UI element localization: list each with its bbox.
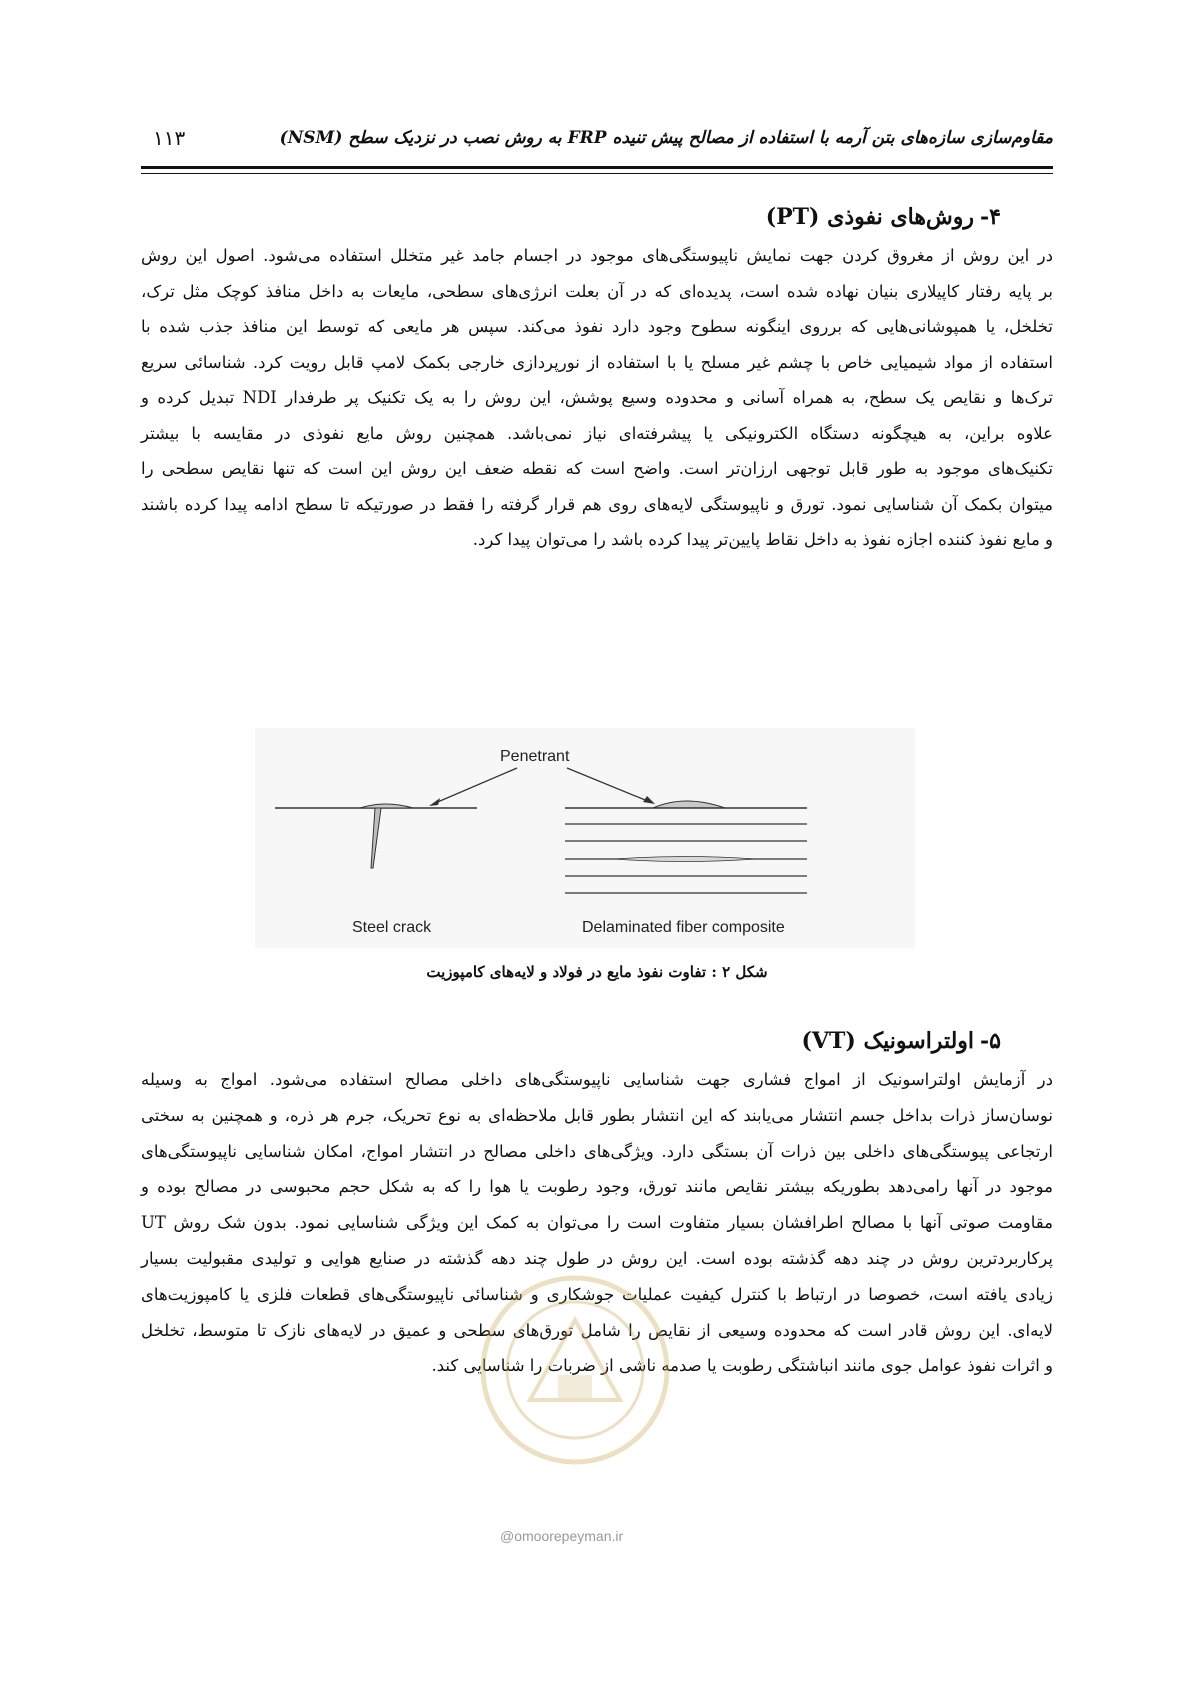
section-4-title: روش‌های نفوذی (PT) xyxy=(765,204,975,230)
paragraph-line: زیادی یافته است، خصوصا در ارتباط با کنترل کیفیت عملیات جوشکاری و شناسائی ناپیوستگی‌های قطعات فلزی یا کامپوزیت‌های xyxy=(141,1284,1053,1304)
watermark-url: @omoorepeyman.ir xyxy=(500,1528,624,1544)
paragraph-line: تکنیک‌های موجود به طور قابل توجهی ارزان‌تر است. واضح است که نقطه ضعف این روش این است که تنها نقایص سطحی را xyxy=(141,459,1053,478)
paragraph-line: تخلخل، یا همپوشانی‌هایی که برروی اینگونه سطوح وجود دارد نفوذ می‌کند. سپس هر مایعی که توسط این منافذ جذب شده با xyxy=(141,317,1053,336)
section-5-number: ۵- xyxy=(980,1028,1001,1054)
section-4-number: ۴- xyxy=(980,204,1001,230)
paragraph-line: موجود در آنها رامی‌دهد بطوریکه بیشتر نقایص مانند تورق، وجود رطوبت یا هوا را که به شکل حجم محبوسی در مصالح بوده و xyxy=(141,1177,1053,1197)
header-rule-thick xyxy=(141,166,1053,169)
paragraph-line: ترک‌ها و نقایص یک سطح، به همراه آسانی و محدوده وسیع پوشش، این روش را به یک تکنیک پر طرفدار NDI تبدیل کرده و xyxy=(141,388,1053,407)
figure-penetrant-diagram xyxy=(255,728,915,948)
section-5-heading xyxy=(802,1028,1002,1054)
section-5-title: اولتراسونیک (VT) xyxy=(801,1028,975,1054)
paragraph-line: ارتجاعی پیوستگی‌های داخلی بین ذرات آن بستگی دارد. ویژگی‌های داخلی مصالح در انتشار امواج، امکان شناسایی ناپیوستگی‌های xyxy=(141,1141,1053,1161)
figure-background xyxy=(255,728,915,948)
paragraph-line: مقاومت صوتی آنها با مصالح اطرافشان بسیار متفاوت است را می‌توان به کمک این ویژگی شناسایی نمود. بدون شک روش UT xyxy=(141,1213,1053,1233)
paragraph-line: در آزمایش اولتراسونیک از امواج فشاری جهت شناسایی ناپیوستگی‌های داخلی مصالح استفاده می‌شود. امواج به وسیله xyxy=(141,1070,1053,1089)
watermark-ring xyxy=(483,1278,667,1462)
section-4-heading xyxy=(766,204,1001,230)
paragraph-line: علاوه براین، به هیچگونه دستگاه الکترونیکی یا پیشرفته‌ای نیاز نمی‌باشد. همچنین روش مایع نفوذی در مقایسه با بیشتر xyxy=(141,423,1053,443)
paragraph-line: و اثرات نفوذ عوامل جوی مانند انباشتگی رطوبت یا صدمه ناشی از ضربات را شناسایی کند. xyxy=(431,1356,1053,1376)
penetrant-diagram xyxy=(255,728,915,948)
paragraph-line: لایه‌ای. این روش قادر است که محدوده وسیعی از نقایص را شامل تورق‌های سطحی و عمیق در لایه‌های نازک تا متوسط، تخلخل xyxy=(141,1320,1053,1340)
header-rule-thin xyxy=(141,173,1053,174)
paragraph-line: استفاده از مواد شیمیایی خاص با چشم غیر مسلح یا با استفاده از نورپردازی خارجی بکمک لامپ قابل رویت کرد. شناسائی سریع xyxy=(141,352,1053,372)
paragraph-line: نوسان‌ساز ذرات بداخل جسم انتشار می‌یابند که این انتشار بطور قابل ملاحظه‌ای به نوع تحریک، جرم هر ذره، و همچنین به سختی xyxy=(141,1105,1053,1125)
paragraph-line: در این روش از مغروق کردن جهت نمایش ناپیوستگی‌های موجود در اجسام جامد غیر متخلل استفاده می‌شود. اصول این روش xyxy=(141,246,1053,265)
page-number: ۱۱۳ xyxy=(153,126,186,150)
running-header xyxy=(141,128,1053,158)
section-4-paragraph xyxy=(141,238,1053,558)
label-delaminated-composite: Delaminated fiber composite xyxy=(582,919,785,936)
watermark-emblem-base xyxy=(558,1375,592,1400)
watermark-logo xyxy=(470,1250,680,1500)
label-steel-crack: Steel crack xyxy=(352,919,432,936)
figure-caption: شکل ۲ : تفاوت نفوذ مایع در فولاد و لایه‌های کامپوزیت xyxy=(426,963,768,981)
paragraph-line: پرکاربردترین روش در چند دهه گذشته بوده است. این روش در طول چند دهه گذشته در صنایع هوایی و تولیدی مقبولیت بسیار xyxy=(141,1248,1053,1268)
paragraph-line: و مایع نفوذ کننده اجازه نفوذ به داخل نقاط پایین‌تر پیدا کرده باشد را می‌توان پیدا کرد. xyxy=(472,530,1053,549)
paragraph-line: بر پایه رفتار کاپیلاری بنیان نهاده شده است، پدیده‌ای که در آن بعلت انرژی‌های سطحی، مایعات به داخل منافذ کوچک مثل ترک، xyxy=(141,281,1053,301)
label-penetrant: Penetrant xyxy=(500,748,570,765)
header-title: مقاوم‌سازی سازه‌های بتن آرمه با استفاده از مصالح پیش تنیده FRP به روش نصب در نزدیک سطح (NSM) xyxy=(279,128,1053,148)
paragraph-line: میتوان بکمک آن شناسایی نمود. تورق و ناپیوستگی لایه‌های روی هم قرار گرفته را فقط در صورتیکه تا سطح ادامه پیدا کرده باشند xyxy=(141,494,1053,514)
